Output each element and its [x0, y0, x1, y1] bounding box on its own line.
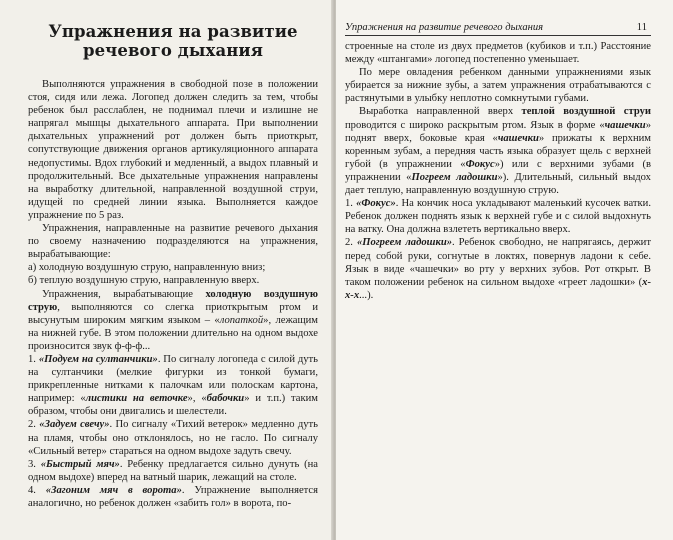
text: » и т.п.) таким образом, чтобы они двигались и шелестели. [28, 393, 318, 418]
text: . По сигналу логопеда с силой дуть на султанчики (мелкие фигурки из тонкой бумаги, прикрепленные нитками к палочкам или полоскам картона, например: « [28, 353, 318, 405]
item-number: 2. [345, 237, 353, 249]
italic-term: чашечки [497, 132, 539, 144]
exercise-title: «Загоним мяч в ворота» [45, 484, 182, 496]
left-page-content [28, 22, 318, 510]
exercise-item-focus [345, 197, 651, 236]
text: Выработка направленной вверх [359, 106, 522, 118]
running-header [345, 22, 651, 36]
text: » прижаты к верхним коренным зубам, а передняя часть языка образует щель с верхней губой (в упражнении « [345, 132, 651, 170]
list-item-b: б) теплую воздушную струю, направленную вверх. [28, 275, 260, 287]
text: проводится с широко раскрытым ртом. Язык в форме « [345, 119, 605, 131]
page-number: 11 [636, 22, 647, 33]
text: », лежащим на нижней губе. В этом положении длительно на одном выдохе произносится звук ф-ф-ф... [28, 314, 318, 352]
text: Упражнения, вырабатывающие [42, 288, 206, 300]
exercise-title: «Задуем свечу» [39, 419, 110, 431]
exercise-item-3 [28, 458, 318, 484]
bold-term: холодную воздушную струю [28, 288, 318, 313]
italic-term: Фокус [465, 158, 495, 170]
italic-term: лопаткой [219, 314, 264, 326]
exercise-title: «Фокус» [356, 198, 396, 210]
text: , выполняются со слегка приоткрытым ртом и высунутым широким мягким языком – « [28, 301, 318, 326]
text: . На кончик носа укладывают маленький кусочек ватки. Ребенок должен поднять язык к верхней губе и с силой выдохнуть на ватку. Она должна взлететь вертикально вверх. [345, 198, 651, 236]
paragraph-progression: По мере овладения ребенком данными упражнениями язык убирается за нижние зубы, а затем упражнения отрабатываются с растянутыми в улыбку неплотно сомкнутыми губами. [345, 67, 651, 105]
text: . Упражнение выполняется аналогично, но ребенок должен «забить гол» в ворота, по- [28, 484, 318, 509]
item-number: 1. [28, 353, 36, 365]
text: ») или с верхними зубами (в упражнении « [345, 158, 651, 183]
paragraph-continuation: строенные на столе из двух предметов (кубиков и т.п.) Расстояние между «штангами» логопед постепенно уменьшает. [345, 41, 651, 66]
text: »). Длительный, сильный выдох дает теплую, направленную воздушную струю. [345, 171, 651, 197]
bold-term: теплой воздушной струи [521, 106, 651, 118]
text: . Ребенку предлагается сильно дунуть (на одном выдохе) вперед на ватный шарик, лежащий на столе. [28, 458, 318, 483]
exercise-item-1 [28, 353, 318, 418]
italic-term: Погреем ладошки [411, 171, 498, 183]
left-page [0, 0, 334, 540]
text: . По сигналу «Тихий ветерок» медленно дуть на пламя, чтобы оно отклонялось, но не гасло. По сигналу «Сильный ветер» стараться на одном выдохе задуть свечу. [28, 419, 318, 457]
exercise-title: «Подуем на султанчики» [38, 353, 158, 365]
exercise-title: «Погреем ладошки» [356, 237, 453, 249]
item-number: 4. [28, 484, 36, 496]
exercise-title: «Быстрый мяч» [40, 458, 120, 470]
paragraph-warm-stream [345, 105, 651, 197]
chapter-title-line-2: речевого дыхания [82, 41, 264, 60]
right-page [336, 0, 673, 540]
right-page-content [345, 22, 651, 302]
text: », « [187, 393, 207, 405]
chapter-title-line-1: Упражнения на развитие [48, 22, 298, 41]
text: ...). [359, 289, 374, 301]
text: . Ребенок свободно, не напрягаясь, держит перед собой руки, согнутые в локтях, повернув ладони к себе. Язык в виде «чашечки» во рту у верхних зубов. Рот открыт. В таком положении ребенок на сильном выдохе «греет ладошки» ( [345, 237, 651, 288]
running-title: Упражнения на развитие речевого дыхания [345, 22, 544, 33]
italic-term: чашечки [604, 119, 646, 131]
italic-term: бабочки [206, 393, 245, 405]
chapter-title [28, 22, 318, 60]
exercise-item-2 [28, 418, 318, 457]
paragraph-classification: Упражнения, направленные на развитие речевого дыхания по своему назначению подразделяются на упражнения, вырабатывающие: [28, 223, 318, 261]
exercise-item-warm-hands [345, 236, 651, 301]
exercise-item-4 [28, 484, 318, 510]
item-number: 1. [345, 198, 353, 210]
italic-term: листики на веточке [85, 393, 188, 405]
list-item-a: а) холодную воздушную струю, направленную вниз; [28, 262, 266, 274]
item-number: 2. [28, 419, 36, 431]
italic-term: х-х-х [345, 276, 651, 301]
paragraph-intro: Выполняются упражнения в свободной позе в положении стоя, сидя или лежа. Логопед должен следить за тем, чтобы ребенок был расслаблен, не поднимал плечи и излишне не напрягал мышцы дыхательного аппарата. При выполнении дыхательных упражнений рот должен быть приоткрыт, сопутствующие движения органов артикуляционного аппарата недопустимы. Вдох глубокий и медленный, а выдох плавный и продолжительный. Все дыхательные упражнения направлены на выработку длительной, направленной воздушной струи, идущей по средней линии языка. Выполняется каждое упражнение по 5 раз. [28, 79, 318, 221]
item-number: 3. [28, 458, 36, 470]
paragraph-cold-stream [28, 288, 318, 353]
text: » поднят вверх, боковые края « [345, 119, 651, 144]
